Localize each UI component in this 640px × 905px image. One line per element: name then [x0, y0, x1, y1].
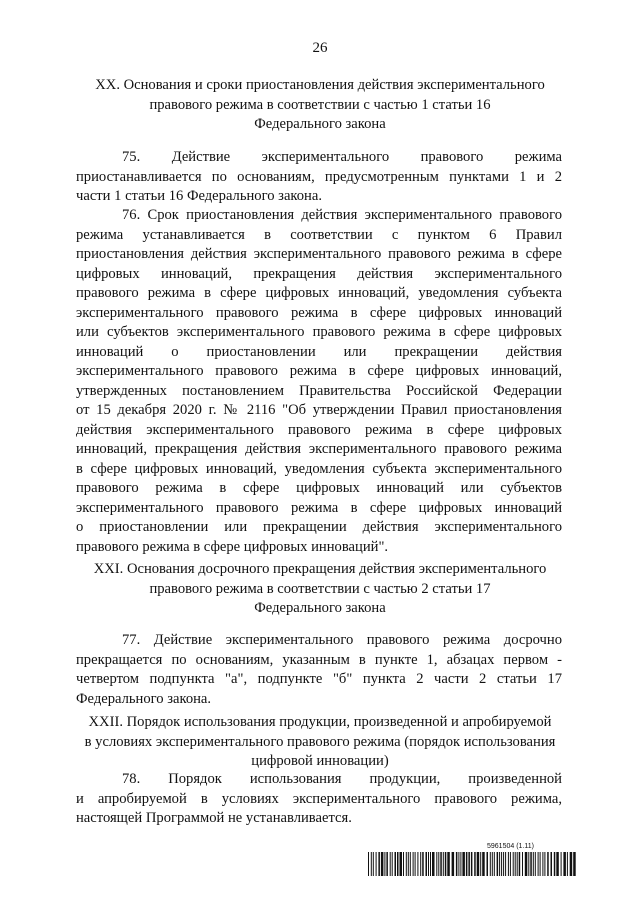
text-line: о приостановлении или прекращении действия экспериментального: [76, 519, 562, 535]
text-line: экспериментального правового режима в сфере цифровых инноваций: [76, 304, 562, 321]
text-line: утвержденных постановлением Правительства Российской Федерации: [76, 382, 562, 399]
section-heading-xxi: [70, 560, 570, 619]
text-line: 77. Действие экспериментального правового режима досрочно: [122, 632, 562, 648]
text-line: инноваций, прекращения действия экспериментального правового режима: [76, 441, 562, 457]
text-line: от 15 декабря 2020 г. № 2116 "Об утверждении Правил приостановления: [76, 402, 562, 418]
page-number: 26: [312, 40, 328, 56]
text-line: и апробируемой в условиях экспериментального правового режима,: [76, 790, 562, 807]
text-line: 78. Порядок использования продукции, произведенной: [122, 771, 562, 787]
barcode-image: [368, 852, 576, 876]
text-line: действия экспериментального правового режима в сфере цифровых: [76, 421, 562, 438]
heading-line: XXII. Порядок использования продукции, произведенной и апробируемой: [88, 714, 552, 730]
text-line: настоящей Программой не устанавливается.: [76, 810, 352, 826]
text-line: Федерального закона.: [76, 690, 212, 707]
text-line: режима устанавливается в соответствии с пунктом 6 Правил: [76, 226, 562, 243]
text-line: или субъектов экспериментального правового режима в сфере цифровых: [76, 324, 562, 340]
heading-line: Федерального закона: [254, 600, 386, 616]
heading-line: правового режима в соответствии с частью 1 статьи 16: [149, 96, 491, 113]
heading-line: Федерального закона: [254, 116, 386, 132]
barcode-code-text: 5961504 (1.11): [487, 843, 534, 850]
text-line: правового режима в сфере цифровых инноваций".: [76, 538, 389, 555]
heading-line: XXI. Основания досрочного прекращения действия экспериментального: [93, 561, 547, 577]
paragraph-75: [76, 148, 562, 207]
text-line: цифровых инноваций, прекращения действия экспериментального: [76, 265, 562, 282]
heading-line: цифровой инновации): [251, 753, 389, 769]
text-line: приостановления действия экспериментального правового режима в сфере: [76, 246, 562, 262]
text-line: части 1 статьи 16 Федерального закона.: [76, 188, 322, 204]
text-line: приостанавливается по основаниям, предусмотренным пунктами 1 и 2: [76, 168, 562, 185]
text-line: в сфере цифровых инноваций, уведомления субъекта экспериментального: [76, 460, 562, 477]
paragraph-77: [76, 631, 562, 709]
text-line: экспериментального правового режима в сфере цифровых инноваций,: [76, 363, 562, 379]
text-line: экспериментального правового режима в сфере цифровых инноваций: [76, 499, 562, 516]
text-line: прекращается по основаниям, указанным в пункте 1, абзацах первом -: [76, 651, 562, 668]
heading-line: в условиях экспериментального правового режима (порядок использования: [84, 733, 556, 750]
heading-line: XX. Основания и сроки приостановления действия экспериментального: [95, 77, 545, 93]
text-line: 75. Действие экспериментального правового режима: [122, 149, 562, 165]
section-heading-xx: [70, 76, 570, 135]
paragraph-76: [76, 206, 562, 557]
paragraph-78: [76, 770, 562, 829]
section-heading-xxii: [70, 713, 570, 772]
text-line: четвертом подпункта "а", подпункте "б" пункта 2 части 2 статьи 17: [76, 671, 562, 687]
text-line: правового режима в сфере цифровых инноваций, уведомления субъекта: [76, 285, 562, 301]
text-line: правового режима в сфере цифровых инноваций или субъектов: [76, 480, 562, 496]
text-line: инноваций о приостановлении или прекращении действия: [76, 343, 562, 360]
heading-line: правового режима в соответствии с частью 2 статьи 17: [149, 580, 491, 597]
text-line: 76. Срок приостановления действия экспериментального правового: [122, 207, 562, 223]
